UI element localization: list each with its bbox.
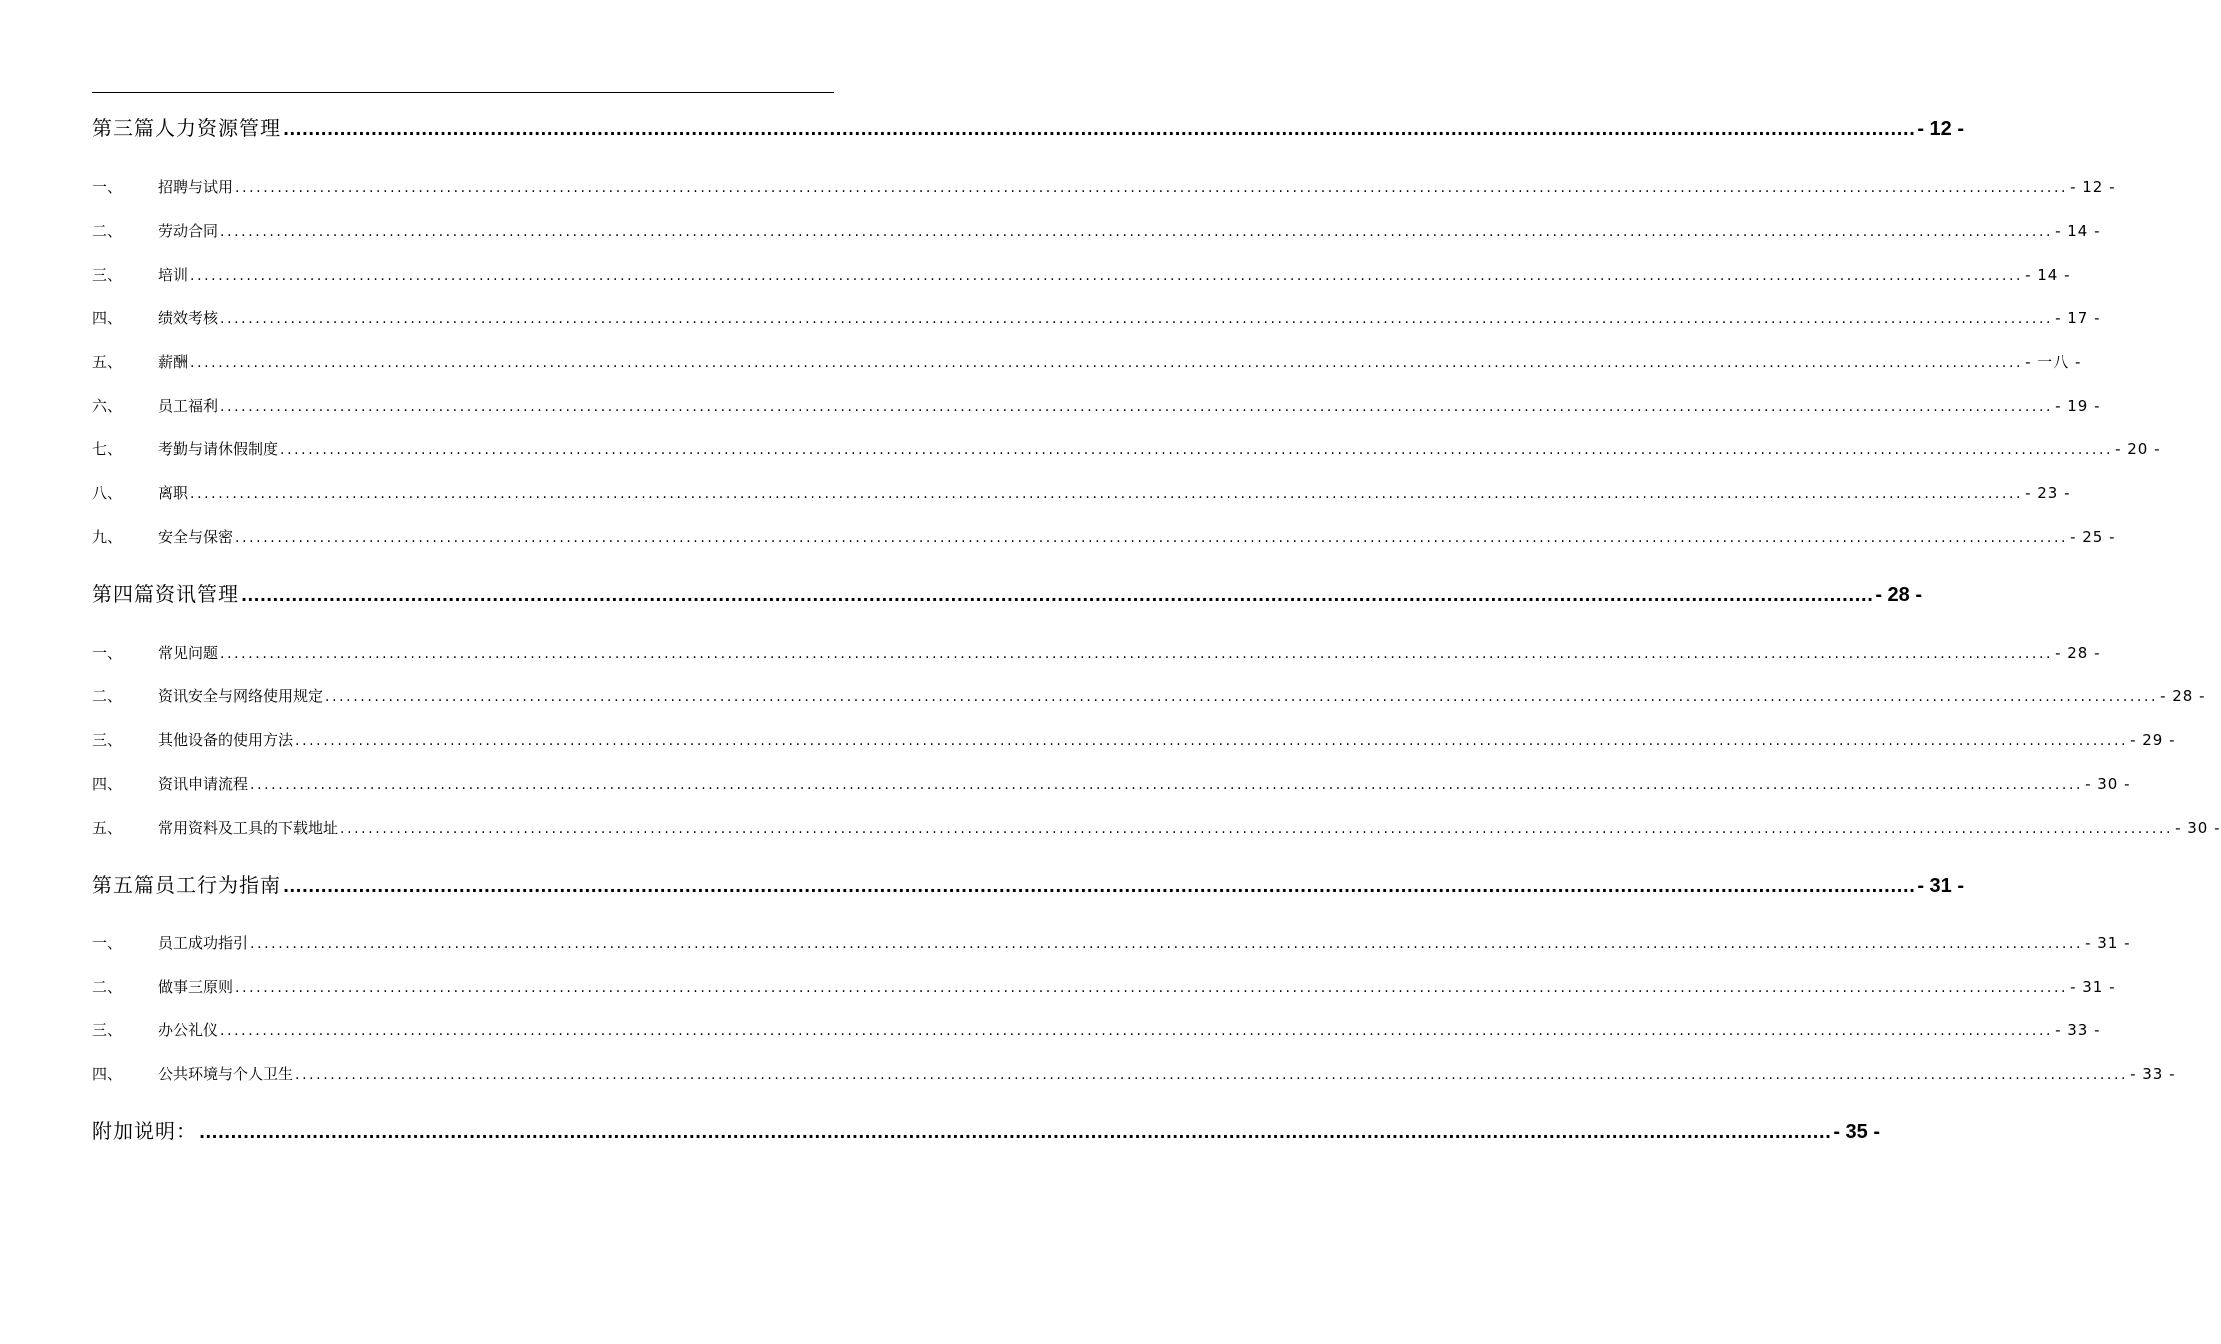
toc-entry[interactable] bbox=[92, 976, 2116, 997]
toc-entry[interactable] bbox=[92, 482, 2071, 503]
dot-leader: .................................................................................................................................................................................................................................................................... bbox=[235, 530, 2069, 546]
toc-entry[interactable] bbox=[92, 773, 2131, 794]
dot-leader: .................................................................................................................................................................................................................................................................... bbox=[220, 646, 2054, 662]
toc-entry-number: 五、 bbox=[92, 819, 123, 837]
toc-entry-number: 七、 bbox=[92, 440, 123, 458]
toc-appendix-page: - 35 - bbox=[1833, 1121, 1880, 1143]
dot-leader: .................................................................................................................................................................................................................................................................... bbox=[295, 1067, 2129, 1083]
toc-section-heading[interactable] bbox=[92, 869, 1964, 898]
toc-entry-title: 常见问题 bbox=[158, 644, 219, 662]
toc-entry[interactable] bbox=[92, 642, 2101, 663]
toc-entry-page: - 33 - bbox=[2055, 1021, 2101, 1039]
toc-entry-page: - 31 - bbox=[2085, 934, 2131, 952]
toc-entry-title: 员工成功指引 bbox=[158, 934, 249, 952]
toc-section-page: - 28 - bbox=[1875, 584, 1922, 606]
toc-entry-title: 招聘与试用 bbox=[158, 178, 234, 196]
toc-entry-title: 常用资料及工具的下载地址 bbox=[158, 819, 339, 837]
toc-entry[interactable] bbox=[92, 817, 2221, 838]
toc-entry[interactable] bbox=[92, 1019, 2101, 1040]
dot-leader: .................................................................................................................................................................................................................................................................... bbox=[220, 311, 2054, 327]
toc-entry-page: - 23 - bbox=[2025, 484, 2071, 502]
toc-entry-number: 五、 bbox=[92, 353, 123, 371]
toc-entry-title: 做事三原则 bbox=[158, 978, 234, 996]
toc-entry-number: 二、 bbox=[92, 978, 123, 996]
toc-entry-number: 八、 bbox=[92, 484, 123, 502]
toc-entry-number: 三、 bbox=[92, 266, 123, 284]
toc-entry[interactable] bbox=[92, 438, 2161, 459]
toc-entry[interactable] bbox=[92, 1063, 2176, 1084]
toc-entry-number: 一、 bbox=[92, 178, 123, 196]
toc-entry-title: 考勤与请休假制度 bbox=[158, 440, 279, 458]
toc-entry-number: 九、 bbox=[92, 528, 123, 546]
dot-leader: .................................................................................................................................................................................................................................................................... bbox=[190, 486, 2024, 502]
toc-section-page: - 12 - bbox=[1917, 118, 1964, 140]
dot-leader: .................................................................................................................................................................................................................................................................... bbox=[190, 355, 2024, 371]
dot-leader: .................................................................................................................................................................................................................................................................... bbox=[325, 689, 2159, 705]
dot-leader: .................................................................................................................................................................................................................................................................... bbox=[220, 1023, 2054, 1039]
toc-section-title: 第三篇人力资源管理 bbox=[92, 116, 281, 140]
toc-entry-page: - 29 - bbox=[2130, 731, 2176, 749]
toc-entry-page: - 14 - bbox=[2025, 266, 2071, 284]
toc-entry-number: 六、 bbox=[92, 397, 123, 415]
toc-entry-title: 办公礼仪 bbox=[158, 1021, 219, 1039]
toc-entry[interactable] bbox=[92, 176, 2116, 197]
toc-entry-title: 薪酬 bbox=[158, 353, 189, 371]
toc-entry-page: - 28 - bbox=[2055, 644, 2101, 662]
toc-entry-title: 资讯安全与网络使用规定 bbox=[158, 687, 324, 705]
toc-entry-page: - 30 - bbox=[2175, 819, 2221, 837]
dot-leader: .................................................................................................................................................................................................................................................................... bbox=[199, 1123, 1832, 1142]
dot-leader: .................................................................................................................................................................................................................................................................... bbox=[190, 268, 2024, 284]
toc-section-heading[interactable] bbox=[92, 578, 1922, 607]
dot-leader: .................................................................................................................................................................................................................................................................... bbox=[280, 442, 2114, 458]
toc-entry-number: 三、 bbox=[92, 731, 123, 749]
dot-leader: .................................................................................................................................................................................................................................................................... bbox=[250, 777, 2084, 793]
toc-entry-page: - 14 - bbox=[2055, 222, 2101, 240]
toc-entry-page: - 一八 - bbox=[2025, 353, 2082, 371]
toc-entry-number: 二、 bbox=[92, 222, 123, 240]
dot-leader: .................................................................................................................................................................................................................................................................... bbox=[283, 877, 1916, 896]
toc-appendix-heading[interactable] bbox=[92, 1115, 1880, 1144]
toc-entry[interactable] bbox=[92, 685, 2206, 706]
toc-entry-number: 一、 bbox=[92, 934, 123, 952]
toc-section-title: 第五篇员工行为指南 bbox=[92, 873, 281, 897]
toc-entry-title: 绩效考核 bbox=[158, 309, 219, 327]
toc-entry[interactable] bbox=[92, 220, 2101, 241]
toc-entry-number: 一、 bbox=[92, 644, 123, 662]
toc-entry-title: 员工福利 bbox=[158, 397, 219, 415]
toc-entry-page: - 12 - bbox=[2070, 178, 2116, 196]
dot-leader: .................................................................................................................................................................................................................................................................... bbox=[241, 586, 1874, 605]
toc-entry-number: 四、 bbox=[92, 1065, 123, 1083]
toc-entry-page: - 17 - bbox=[2055, 309, 2101, 327]
toc-entry-number: 二、 bbox=[92, 687, 123, 705]
toc-entry-title: 资讯申请流程 bbox=[158, 775, 249, 793]
toc-entry[interactable] bbox=[92, 307, 2101, 328]
toc-entry-page: - 25 - bbox=[2070, 528, 2116, 546]
toc-entry-title: 安全与保密 bbox=[158, 528, 234, 546]
toc-entry-page: - 28 - bbox=[2160, 687, 2206, 705]
toc-entry-page: - 30 - bbox=[2085, 775, 2131, 793]
toc-entry[interactable] bbox=[92, 351, 2082, 372]
toc-section-title: 第四篇资讯管理 bbox=[92, 582, 239, 606]
toc-entry-number: 三、 bbox=[92, 1021, 123, 1039]
dot-leader: .................................................................................................................................................................................................................................................................... bbox=[340, 821, 2174, 837]
toc-entry[interactable] bbox=[92, 526, 2116, 547]
toc-entry-page: - 31 - bbox=[2070, 978, 2116, 996]
toc-entry-title: 公共环境与个人卫生 bbox=[158, 1065, 294, 1083]
toc-entry-number: 四、 bbox=[92, 309, 123, 327]
toc-section-heading[interactable] bbox=[92, 112, 1964, 141]
toc-entry-title: 培训 bbox=[158, 266, 189, 284]
dot-leader: .................................................................................................................................................................................................................................................................... bbox=[235, 980, 2069, 996]
dot-leader: .................................................................................................................................................................................................................................................................... bbox=[220, 399, 2054, 415]
toc-section-page: - 31 - bbox=[1917, 875, 1964, 897]
toc-entry-page: - 19 - bbox=[2055, 397, 2101, 415]
toc-entry[interactable] bbox=[92, 395, 2101, 416]
toc-entry-page: - 33 - bbox=[2130, 1065, 2176, 1083]
toc-entry-title: 其他设备的使用方法 bbox=[158, 731, 294, 749]
toc-entry-page: - 20 - bbox=[2115, 440, 2161, 458]
toc-appendix-title: 附加说明： bbox=[92, 1119, 197, 1143]
toc-entry-title: 劳动合同 bbox=[158, 222, 219, 240]
dot-leader: .................................................................................................................................................................................................................................................................... bbox=[235, 180, 2069, 196]
toc-entry[interactable] bbox=[92, 932, 2131, 953]
dot-leader: .................................................................................................................................................................................................................................................................... bbox=[295, 733, 2129, 749]
header-rule bbox=[92, 92, 834, 93]
toc-entry-number: 四、 bbox=[92, 775, 123, 793]
dot-leader: .................................................................................................................................................................................................................................................................... bbox=[220, 224, 2054, 240]
toc-entry[interactable] bbox=[92, 729, 2176, 750]
toc-entry[interactable] bbox=[92, 264, 2071, 285]
dot-leader: .................................................................................................................................................................................................................................................................... bbox=[283, 120, 1916, 139]
dot-leader: .................................................................................................................................................................................................................................................................... bbox=[250, 936, 2084, 952]
toc-entry-title: 离职 bbox=[158, 484, 189, 502]
